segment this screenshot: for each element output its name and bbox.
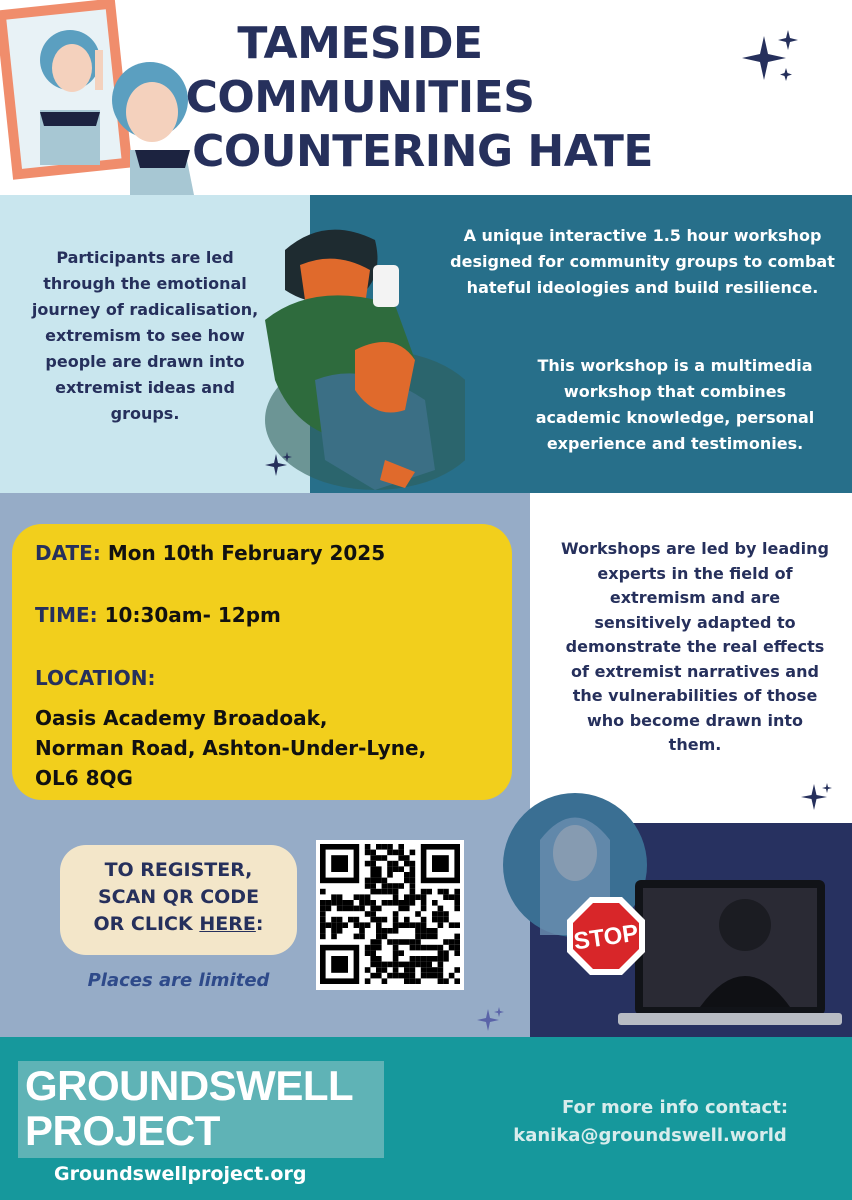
register-here-link[interactable]: HERE (199, 913, 256, 935)
contact-label: For more info contact: (561, 1097, 789, 1118)
logo-line-1: GROUNDSWELL (25, 1062, 354, 1109)
time-value: 10:30am- 12pm (104, 603, 281, 627)
event-time (35, 603, 281, 627)
sparkle-icon (740, 28, 800, 88)
stop-sign-text: STOP (572, 919, 641, 956)
date-value: Mon 10th February 2025 (107, 541, 386, 565)
journey-text: Participants are led through the emotional journey of radicalisation, extremism to see how people are drawn into extremist ideas and groups. (31, 248, 259, 423)
workshop-unique-text: A unique interactive 1.5 hour workshop designed for community groups to combat hateful ideologies and build resilience. (450, 226, 835, 297)
register-text (65, 857, 292, 938)
contact-email[interactable]: kanika@groundswell.world (513, 1125, 787, 1146)
location-line-1: Oasis Academy Broadoak, (35, 706, 328, 730)
register-line-3-text: OR CLICK (93, 913, 200, 935)
event-date (35, 541, 385, 565)
workshop-multimedia-text: This workshop is a multimedia workshop that combines academic knowledge, personal experience and testimonies. (535, 356, 815, 453)
qr-code[interactable] (316, 840, 464, 990)
location-line-3: OL6 8QG (35, 766, 133, 790)
location-label: LOCATION: (35, 666, 156, 690)
website-link[interactable]: Groundswellproject.org (54, 1163, 307, 1185)
laptop-illustration (500, 785, 852, 1035)
location-line-2: Norman Road, Ashton-Under-Lyne, (35, 736, 427, 760)
title-line-1: TAMESIDE (237, 18, 483, 69)
register-line-1: TO REGISTER, (104, 859, 253, 881)
time-label: TIME: (35, 603, 98, 627)
title-line-3: COUNTERING HATE (192, 126, 653, 177)
stop-sign-icon (567, 897, 645, 975)
places-limited-text: Places are limited (87, 970, 270, 991)
sparkle-icon (264, 450, 294, 480)
logo-line-2: PROJECT (25, 1107, 220, 1154)
title-line-2: COMMUNITIES (185, 72, 535, 123)
register-line-3 (65, 911, 292, 938)
register-colon: : (255, 913, 264, 935)
location-value (35, 703, 505, 793)
experts-text: Workshops are led by leading experts in the field of extremism and are sensitively adapted to demonstrate the real effects of extremist narratives and the vulnerabilities of those who become drawn into them. (561, 539, 829, 754)
date-label: DATE: (35, 541, 101, 565)
register-line-2: SCAN QR CODE (97, 886, 260, 908)
